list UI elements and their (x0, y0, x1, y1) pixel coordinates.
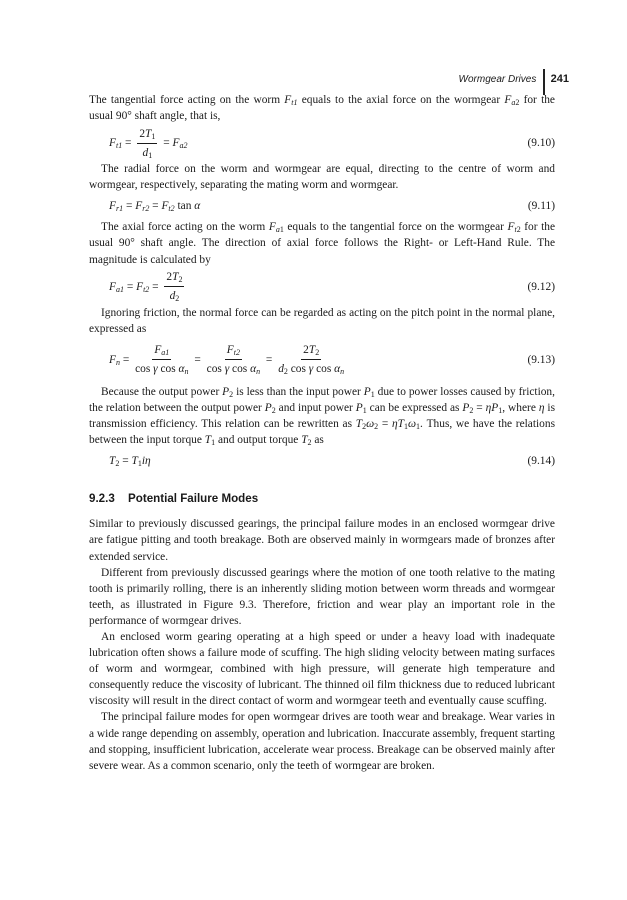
equation-9-10: $F_{t1}$ = $\frac{2T_1}{d_1}$ = $F_{a2}$ (9.10) (109, 127, 555, 160)
equation-9-12: $F_{a1}$ = $F_{t2}$ = $\frac{2T_2}{d_2}$ (9.12) (109, 271, 555, 304)
paragraph: The tangential force acting on the worm $F_{t1}$ equals to the axial force on the wormgear $F_{a2}$ for the usual 90° shaft angle, that is, (89, 94, 555, 123)
paragraph: An enclosed worm gearing operating at a high speed or under a heavy load with inadequate lubrication often shows a failure mode of scuffing. The high sliding velocity between mating surfaces of worm and wormgear, combined with high pressure, will generate high temperature and consequently reduce the viscosity of lubricant. The thinned oil film thickness due to reduced lubricant viscosity will result in the direct contact of worm and wormgear teeth and eventually cause scuffing. (89, 630, 555, 708)
equation-9-14: $T_2$ = $T_1i\eta$ (9.14) (109, 455, 555, 469)
equation-9-13: $F_n$ = $\frac{F_{a1}}{\cos \gamma \cos \alpha_n}$ = $\frac{F_{t2}}{\cos \gamma \cos \alpha_n}$ = $\frac{2T_2}{d_2 \cos \gamma \cos \alpha_n}$ (9.13) (109, 344, 555, 377)
equation-number: (9.11) (527, 200, 555, 213)
paragraph: The radial force on the worm and wormgear are equal, directing to the centre of worm and wormgear, respectively, separating the mating worm and wormgear. (89, 163, 555, 192)
page-content (89, 92, 555, 774)
running-title: Wormgear Drives (458, 73, 537, 85)
equation-number: (9.10) (527, 137, 555, 150)
paragraph: The axial force acting on the worm $F_{a1}$ equals to the tangential force on the wormgear $F_{t2}$ for the usual 90° shaft angle. The direction of axial force follows the Right- or Left-Hand Rule. The magnitude is calculated by (89, 221, 555, 266)
paragraph: The principal failure modes for open wormgear drives are tooth wear and breakage. Wear varies in a wide range depending on assembly, operation and lubrication. Inaccurate assembly, frequent starting and stopping, insufficient lubrication, accelerate wear process. Breakage can be observed mainly after severe wear. As a common scenario, only the teeth of wormgear are broken. (89, 711, 555, 772)
equation-number: (9.12) (527, 280, 555, 293)
page-number: 241 (550, 73, 569, 85)
equation-9-11: $F_{r1}$ = $F_{r2}$ = $F_{t2}$ tan α (9.11) (109, 200, 555, 214)
equation-number: (9.13) (527, 353, 555, 366)
running-head (459, 66, 569, 92)
paragraph: Ignoring friction, the normal force can be regarded as acting on the pitch point in the normal plane, expressed as (89, 306, 555, 335)
section-heading (89, 491, 555, 507)
paragraph: Different from previously discussed gearings where the motion of one tooth relative to the mating tooth is primarily rolling, there is an inherently sliding motion between worm threads and wormgear teeth, as illustrated in Figure 9.3. Therefore, friction and wear play an important role in the performance of wormgear drives. (89, 566, 555, 627)
equation-number: (9.14) (527, 455, 555, 468)
paragraph: Because the output power $P_2$ is less than the input power $P_1$ due to power losses caused by friction, the relation between the output power $P_2$ and input power $P_1$ can be expressed as $P_2 = \eta P_1$, where η is transmission efficiency. This relation can be rewritten as $T_2\omega_2 = \eta T_1\omega_1$. Thus, we have the relations between the input torque $T_1$ and output torque $T_2$ as (89, 385, 556, 448)
section-number: 9.2.3 (89, 492, 115, 506)
paragraph: Similar to previously discussed gearings, the principal failure modes in an enclosed wormgear drive are fatigue pitting and tooth breakage. Both are observed mainly in wormgears made of bronzes after extended service. (89, 518, 555, 563)
section-title: Potential Failure Modes (128, 492, 259, 506)
